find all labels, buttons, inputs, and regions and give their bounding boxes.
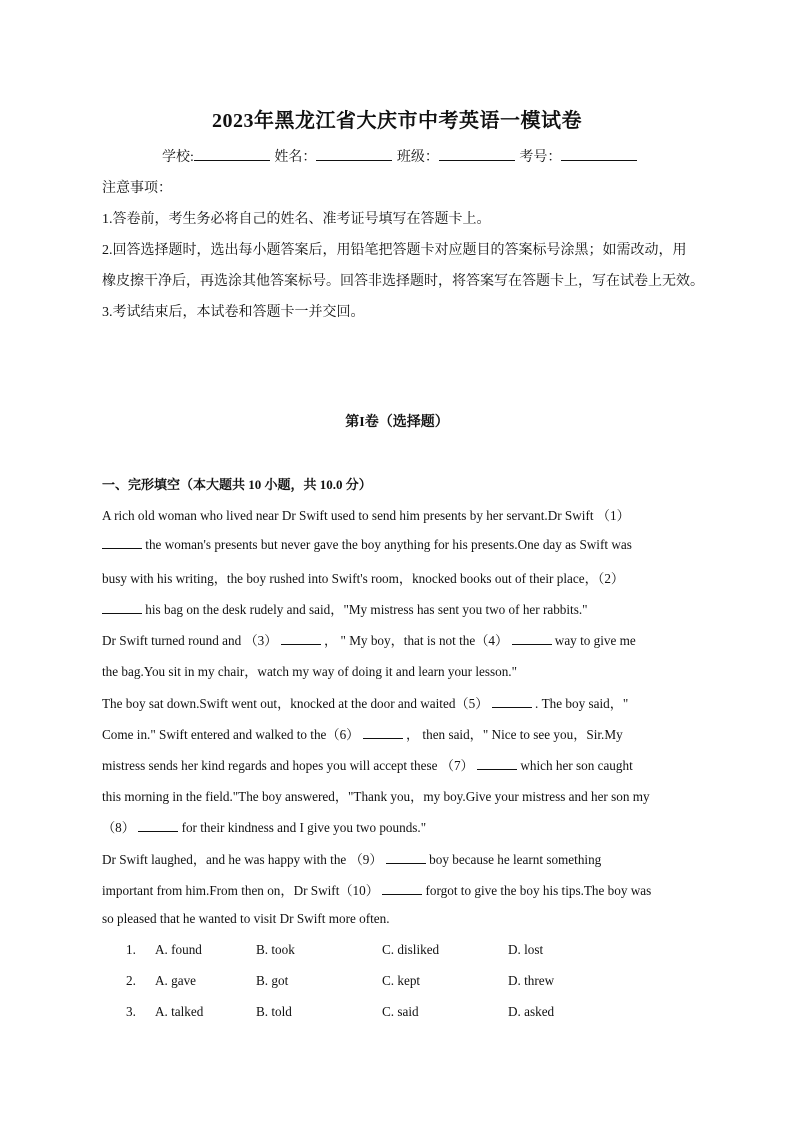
page-title: 2023年黑龙江省大庆市中考英语一模试卷 [212, 110, 582, 132]
passage-text: Come in." Swift entered and walked to the（6） [102, 727, 363, 742]
question-number: 2. [126, 973, 136, 988]
passage-text: for their kindness and I give you two pounds." [178, 820, 427, 835]
notice-heading: 注意事项： [102, 181, 172, 196]
answer-blank [363, 727, 403, 739]
passage-line: this morning in the field."The boy answered，"Thank you，my boy.Give your mistress and her son my [102, 789, 650, 804]
answer-blank [281, 633, 321, 645]
passage-line: the bag.You sit in my chair，watch my way of doing it and learn your lesson." [102, 664, 517, 679]
class-label: 班级： [396, 150, 439, 165]
option-b: B. told [256, 1004, 292, 1019]
option-a: A. gave [155, 973, 197, 988]
passage-text: Dr Swift turned round and （3） [102, 633, 281, 648]
passage-line [102, 630, 636, 649]
passage-text: The boy sat down.Swift went out，knocked at the door and waited（5） [102, 696, 492, 711]
option-c: C. said [382, 1004, 419, 1019]
option-d: D. lost [508, 942, 544, 957]
answer-blank [512, 633, 552, 645]
passage-text: his bag on the desk rudely and said，"My mistress has sent you two of her rabbits." [142, 602, 588, 617]
notice-item-2a: 2.回答选择题时，选出每小题答案后，用铅笔把答题卡对应题目的答案标号涂黑；如需改动，用 [102, 243, 687, 258]
passage-text: boy because he learnt something [425, 852, 602, 867]
passage-line [102, 724, 623, 743]
passage-line [102, 693, 628, 712]
option-c: C. disliked [382, 942, 440, 957]
name-blank [316, 147, 392, 161]
option-a: A. talked [155, 1004, 204, 1019]
passage-line [102, 880, 651, 899]
exam-number-label: 考号： [519, 150, 562, 165]
name-label: 姓名： [274, 150, 317, 165]
option-d: D. asked [508, 1004, 555, 1019]
school-label: 学校: [162, 150, 194, 165]
passage-text: important from him.From then on，Dr Swift（10） [102, 883, 383, 898]
section-title: 第I卷（选择题） [345, 415, 449, 430]
exam-number-blank [561, 147, 637, 161]
passage-text: the woman's presents but never gave the boy anything for his presents.One day as Swift was [142, 537, 632, 552]
option-b: B. got [256, 973, 289, 988]
passage-text: way to give me [551, 633, 636, 648]
option-c: C. kept [382, 973, 421, 988]
answer-blank [102, 537, 142, 549]
answer-blank [382, 883, 422, 895]
passage-text: Dr Swift laughed，and he was happy with the （9） [102, 852, 386, 867]
passage-line: so pleased that he wanted to visit Dr Swift more often. [102, 911, 390, 926]
answer-blank [102, 602, 142, 614]
option-b: B. took [256, 942, 295, 957]
passage-text: mistress sends her kind regards and hopes you will accept these （7） [102, 758, 478, 773]
notice-item-2b: 橡皮擦干净后，再选涂其他答案标号。回答非选择题时，将答案写在答题卡上，写在试卷上无效。 [102, 274, 704, 289]
option-a: A. found [155, 942, 202, 957]
notice-item-1: 1.答卷前，考生务必将自己的姓名、准考证号填写在答题卡上。 [102, 212, 491, 227]
answer-blank [138, 820, 178, 832]
answer-blank [477, 758, 517, 770]
passage-line [102, 755, 633, 774]
passage-line [102, 817, 426, 836]
passage-text: ， then said，" Nice to see you，Sir.My [402, 727, 623, 742]
answer-blank [492, 696, 532, 708]
question-number: 3. [126, 1004, 136, 1019]
notice-item-3: 3.考试结束后，本试卷和答题卡一并交回。 [102, 305, 365, 320]
passage-text: . The boy said，" [531, 696, 629, 711]
passage-text: （8） [102, 820, 139, 835]
passage-text: which her son caught [517, 758, 633, 773]
answer-blank [386, 852, 426, 864]
school-blank [194, 147, 270, 161]
question-number: 1. [126, 942, 136, 957]
passage-text: ， " My boy，that is not the（4） [320, 633, 512, 648]
passage-line [102, 849, 601, 868]
part-title: 一、完形填空（本大题共 10 小题，共 10.0 分） [102, 477, 372, 492]
passage-line: A rich old woman who lived near Dr Swift used to send him presents by her servant.Dr Swift （1） [102, 508, 630, 523]
passage-line [102, 599, 588, 618]
passage-text: forgot to give the boy his tips.The boy was [422, 883, 652, 898]
student-info-line [162, 146, 638, 166]
option-d: D. threw [508, 973, 555, 988]
passage-line [102, 537, 632, 553]
class-blank [439, 147, 515, 161]
passage-line: busy with his writing，the boy rushed into Swift's room，knocked books out of their place，（2） [102, 571, 625, 586]
